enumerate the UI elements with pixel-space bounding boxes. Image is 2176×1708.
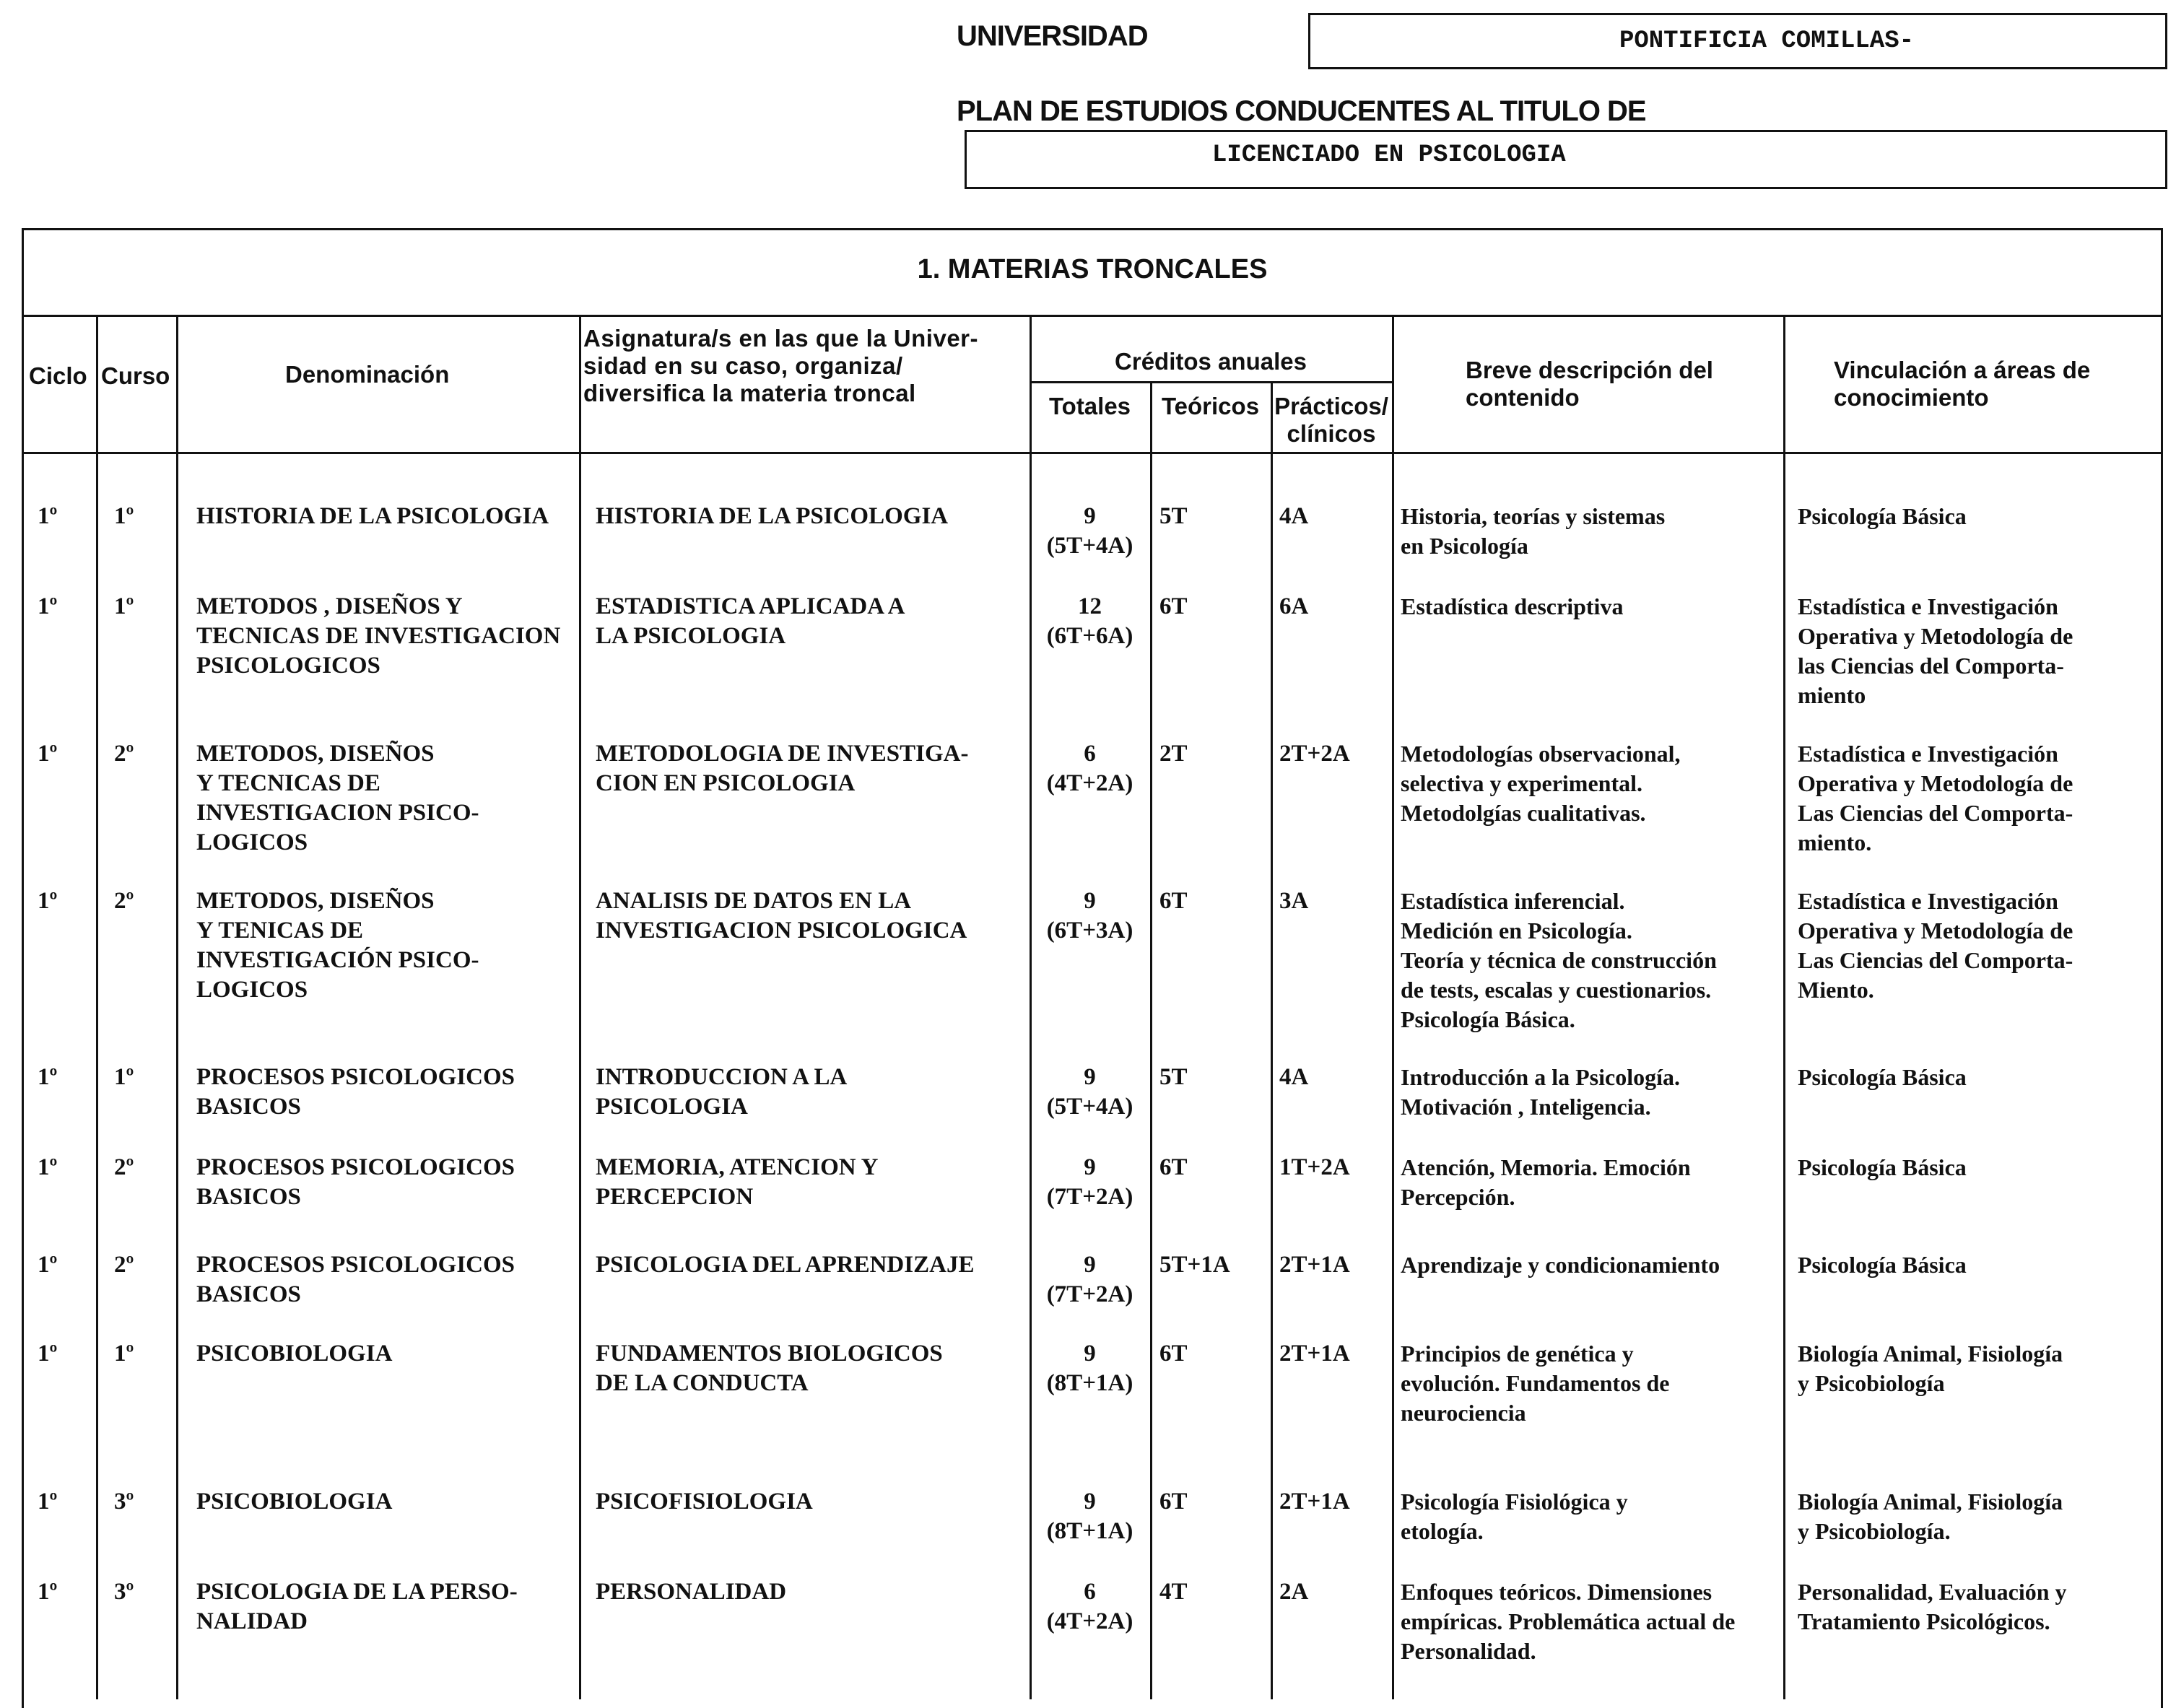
cell-teoricos: 4T — [1159, 1579, 1188, 1605]
cell-descripcion: Principios de genética y evolución. Fundamentos de neurociencia — [1401, 1341, 1670, 1426]
cell-asignatura: MEMORIA, ATENCION Y PERCEPCION — [596, 1154, 879, 1210]
cell-curso: 3º — [114, 1489, 134, 1515]
cell-curso: 2º — [114, 888, 134, 914]
cell-ciclo: 1º — [38, 1341, 58, 1367]
cell-teoricos: 5T — [1159, 1064, 1188, 1090]
universidad-field — [1308, 13, 2167, 69]
header-vinculacion: Vinculación a áreas de conocimiento — [1834, 357, 2091, 411]
header-ciclo: Ciclo — [29, 362, 87, 389]
header-practicos: Prácticos/ clínicos — [1274, 393, 1388, 447]
cell-denominacion: PSICOBIOLOGIA — [196, 1341, 393, 1367]
cell-curso: 1º — [114, 1064, 134, 1090]
cell-practicos: 3A — [1279, 888, 1309, 914]
titulo-value: LICENCIADO EN PSICOLOGIA — [1212, 141, 1566, 169]
universidad-label: UNIVERSIDAD — [957, 20, 1148, 52]
cell-descripcion: Metodologías observacional, selectiva y experimental. Metodolgías cualitativas. — [1401, 741, 1681, 826]
cell-ciclo: 1º — [38, 503, 58, 529]
cell-practicos: 6A — [1279, 593, 1309, 619]
col-divider — [1392, 315, 1394, 1699]
section-title: 1. MATERIAS TRONCALES — [917, 254, 1268, 284]
header-asignatura: Asignatura/s en las que la Univer- sidad en su caso, organiza/ diversifica la materia troncal — [583, 325, 978, 406]
cell-practicos: 4A — [1279, 503, 1309, 529]
cell-vinculacion: Estadística e Investigación Operativa y Metodología de Las Ciencias del Comporta- Miento. — [1798, 888, 2073, 1003]
cell-denominacion: METODOS, DISEÑOS Y TENICAS DE INVESTIGACIÓN PSICO- LOGICOS — [196, 888, 479, 1003]
cell-denominacion: METODOS, DISEÑOS Y TECNICAS DE INVESTIGACION PSICO- LOGICOS — [196, 741, 479, 855]
cell-denominacion: HISTORIA DE LA PSICOLOGIA — [196, 503, 549, 529]
cell-descripcion: Estadística inferencial. Medición en Psicología. Teoría y técnica de construcción de tests, escalas y cuestionarios. Psicología Básica. — [1401, 888, 1717, 1032]
cell-asignatura: METODOLOGIA DE INVESTIGA- CION EN PSICOLOGIA — [596, 741, 969, 796]
cell-vinculacion: Psicología Básica — [1798, 1252, 1967, 1278]
cell-vinculacion: Psicología Básica — [1798, 503, 1967, 529]
cell-totales: 9 (8T+1A) — [1046, 1489, 1133, 1544]
cell-descripcion: Introducción a la Psicología. Motivación , Inteligencia. — [1401, 1064, 1680, 1120]
cell-practicos: 2T+1A — [1279, 1341, 1350, 1367]
cell-asignatura: HISTORIA DE LA PSICOLOGIA — [596, 503, 949, 529]
cell-curso: 2º — [114, 1154, 134, 1180]
cell-curso: 2º — [114, 1252, 134, 1278]
cell-practicos: 2T+1A — [1279, 1489, 1350, 1515]
cell-totales: 9 (5T+4A) — [1046, 503, 1133, 559]
col-divider — [96, 315, 98, 1699]
cell-practicos: 2T+2A — [1279, 741, 1350, 767]
cell-teoricos: 5T+1A — [1159, 1252, 1230, 1278]
cell-denominacion: METODOS , DISEÑOS Y TECNICAS DE INVESTIGACION PSICOLOGICOS — [196, 593, 561, 679]
cell-totales: 9 (5T+4A) — [1046, 1064, 1133, 1120]
cell-teoricos: 5T — [1159, 503, 1188, 529]
cell-denominacion: PROCESOS PSICOLOGICOS BASICOS — [196, 1252, 515, 1307]
cell-practicos: 2A — [1279, 1579, 1309, 1605]
cell-descripcion: Psicología Fisiológica y etología. — [1401, 1489, 1628, 1544]
cell-totales: 12 (6T+6A) — [1046, 593, 1133, 649]
col-divider — [579, 315, 581, 1699]
cell-asignatura: PERSONALIDAD — [596, 1579, 787, 1605]
rule-under-title — [22, 315, 2163, 317]
cell-ciclo: 1º — [38, 888, 58, 914]
cell-denominacion: PSICOBIOLOGIA — [196, 1489, 393, 1515]
universidad-value: PONTIFICIA COMILLAS- — [1619, 27, 1915, 55]
cell-curso: 2º — [114, 741, 134, 767]
cell-vinculacion: Psicología Básica — [1798, 1064, 1967, 1090]
col-divider — [1150, 381, 1152, 1699]
cell-vinculacion: Personalidad, Evaluación y Tratamiento Psicológicos. — [1798, 1579, 2067, 1634]
header-teoricos: Teóricos — [1161, 393, 1260, 419]
cell-vinculacion: Biología Animal, Fisiología y Psicobiología — [1798, 1341, 2063, 1396]
col-divider — [176, 315, 178, 1699]
cell-teoricos: 6T — [1159, 1341, 1188, 1367]
cell-totales: 6 (4T+2A) — [1046, 741, 1133, 796]
cell-ciclo: 1º — [38, 1154, 58, 1180]
cell-ciclo: 1º — [38, 741, 58, 767]
cell-asignatura: ANALISIS DE DATOS EN LA INVESTIGACION PSICOLOGICA — [596, 888, 967, 944]
cell-ciclo: 1º — [38, 1489, 58, 1515]
cell-curso: 1º — [114, 593, 134, 619]
cell-vinculacion: Estadística e Investigación Operativa y Metodología de las Ciencias del Comporta- miento — [1798, 593, 2073, 708]
cell-vinculacion: Psicología Básica — [1798, 1154, 1967, 1180]
cell-totales: 9 (8T+1A) — [1046, 1341, 1133, 1396]
cell-teoricos: 6T — [1159, 1154, 1188, 1180]
header-denominacion: Denominación — [285, 361, 450, 388]
cell-curso: 1º — [114, 1341, 134, 1367]
rule-under-creditos — [1030, 381, 1392, 383]
header-curso: Curso — [101, 362, 170, 389]
cell-vinculacion: Estadística e Investigación Operativa y Metodología de Las Ciencias del Comporta- miento. — [1798, 741, 2073, 855]
cell-denominacion: PSICOLOGIA DE LA PERSO- NALIDAD — [196, 1579, 518, 1634]
header-totales: Totales — [1048, 393, 1131, 419]
cell-asignatura: INTRODUCCION A LA PSICOLOGIA — [596, 1064, 848, 1120]
cell-vinculacion: Biología Animal, Fisiología y Psicobiología. — [1798, 1489, 2063, 1544]
cell-totales: 9 (7T+2A) — [1046, 1154, 1133, 1210]
col-divider — [1271, 381, 1273, 1699]
cell-totales: 6 (4T+2A) — [1046, 1579, 1133, 1634]
cell-curso: 3º — [114, 1579, 134, 1605]
header-creditos: Créditos anuales — [1115, 348, 1307, 375]
cell-ciclo: 1º — [38, 1579, 58, 1605]
cell-teoricos: 2T — [1159, 741, 1188, 767]
cell-descripcion: Estadística descriptiva — [1401, 593, 1624, 619]
cell-ciclo: 1º — [38, 593, 58, 619]
cell-practicos: 2T+1A — [1279, 1252, 1350, 1278]
header-descripcion: Breve descripción del contenido — [1466, 357, 1713, 411]
cell-totales: 9 (7T+2A) — [1046, 1252, 1133, 1307]
cell-asignatura: FUNDAMENTOS BIOLOGICOS DE LA CONDUCTA — [596, 1341, 943, 1396]
cell-curso: 1º — [114, 503, 134, 529]
cell-teoricos: 6T — [1159, 1489, 1188, 1515]
cell-denominacion: PROCESOS PSICOLOGICOS BASICOS — [196, 1154, 515, 1210]
cell-ciclo: 1º — [38, 1064, 58, 1090]
cell-asignatura: PSICOFISIOLOGIA — [596, 1489, 813, 1515]
cell-teoricos: 6T — [1159, 593, 1188, 619]
plan-label: PLAN DE ESTUDIOS CONDUCENTES AL TITULO DE — [957, 95, 1646, 127]
cell-denominacion: PROCESOS PSICOLOGICOS BASICOS — [196, 1064, 515, 1120]
cell-practicos: 1T+2A — [1279, 1154, 1350, 1180]
col-divider — [1783, 315, 1785, 1699]
rule-under-headers — [22, 452, 2163, 454]
cell-descripcion: Historia, teorías y sistemas en Psicología — [1401, 503, 1666, 559]
cell-practicos: 4A — [1279, 1064, 1309, 1090]
cell-descripcion: Atención, Memoria. Emoción Percepción. — [1401, 1154, 1691, 1210]
cell-teoricos: 6T — [1159, 888, 1188, 914]
cell-descripcion: Aprendizaje y condicionamiento — [1401, 1252, 1720, 1278]
cell-ciclo: 1º — [38, 1252, 58, 1278]
cell-asignatura: ESTADISTICA APLICADA A LA PSICOLOGIA — [596, 593, 905, 649]
cell-descripcion: Enfoques teóricos. Dimensiones empíricas. Problemática actual de Personalidad. — [1401, 1579, 1736, 1664]
titulo-field — [965, 130, 2167, 189]
cell-asignatura: PSICOLOGIA DEL APRENDIZAJE — [596, 1252, 975, 1278]
cell-totales: 9 (6T+3A) — [1046, 888, 1133, 944]
